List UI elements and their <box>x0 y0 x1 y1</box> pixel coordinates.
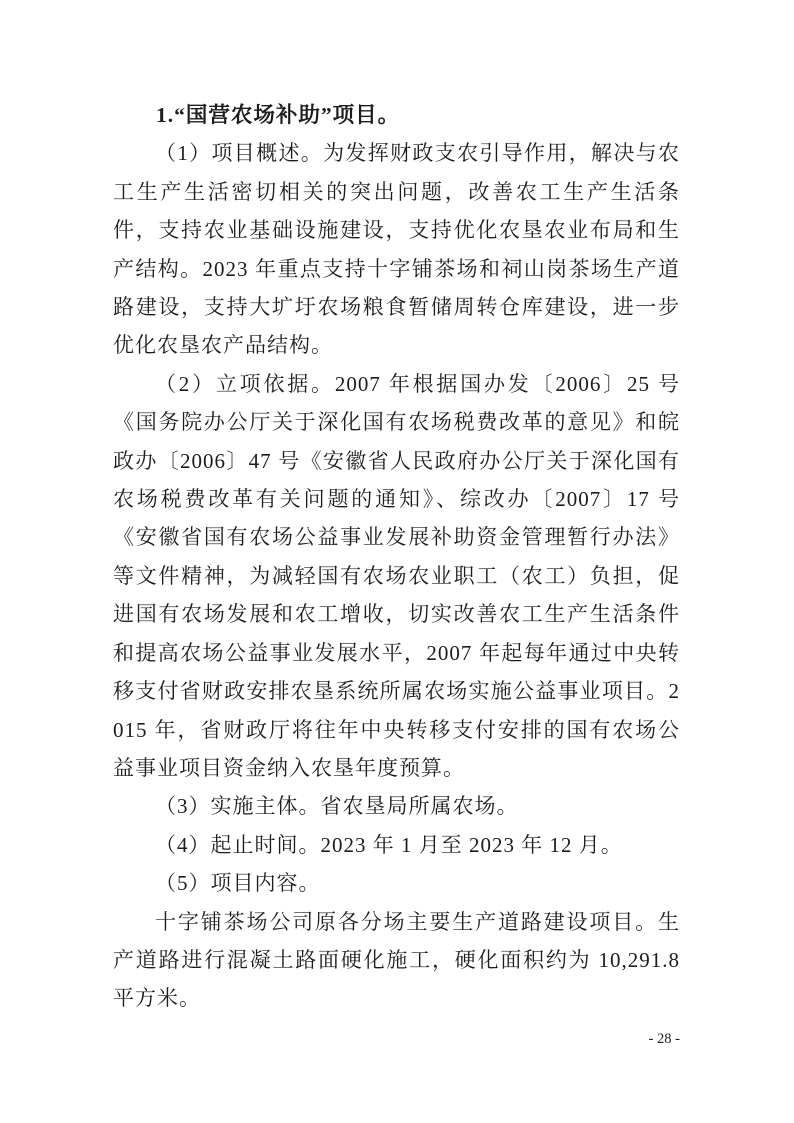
paragraph-project-content-detail: 十字铺茶场公司原各分场主要生产道路建设项目。生产道路进行混凝土路面硬化施工，硬化面积约为 10,291.8 平方米。 <box>113 909 680 1011</box>
paragraph-project-basis: （2）立项依据。2007 年根据国办发〔2006〕25 号《国务院办公厅关于深化国有农场税费改革的意见》和皖政办〔2006〕47 号《安徽省人民政府办公厅关于深化国有农场税费改革有关问题的通知》、综改办〔2007〕17 号《安徽省国有农场公益事业发展补助资金管理暂行办法》等文件精神，为减轻国有农场农业职工（农工）负担，促进国有农场发展和农工增收，切实改善农工生产生活条件和提高农场公益事业发展水平，2007 年起每年通过中央转移支付省财政安排农垦系统所属农场实施公益事业项目。2015 年，省财政厅将往年中央转移支付安排的国有农场公益事业项目资金纳入农垦年度预算。 <box>113 371 680 780</box>
paragraph-time-period: （4）起止时间。2023 年 1 月至 2023 年 12 月。 <box>155 832 623 857</box>
paragraph-implementing-body: （3）实施主体。省农垦局所属农场。 <box>155 794 519 819</box>
section-heading: 1.“国营农场补助”项目。 <box>156 103 401 127</box>
document-content <box>113 96 680 1018</box>
page-number: - 28 - <box>648 1031 680 1047</box>
paragraph-project-content-heading: （5）项目内容。 <box>155 871 321 896</box>
paragraph-project-overview: （1）项目概述。为发挥财政支农引导作用，解决与农工生产生活密切相关的突出问题，改善农工生产生活条件，支持农业基础设施建设，支持优化农垦农业布局和生产结构。2023 年重点支持十字铺茶场和祠山岗茶场生产道路建设，支持大圹圩农场粮食暂储周转仓库建设，进一步优化农垦农产品结构。 <box>113 141 680 358</box>
